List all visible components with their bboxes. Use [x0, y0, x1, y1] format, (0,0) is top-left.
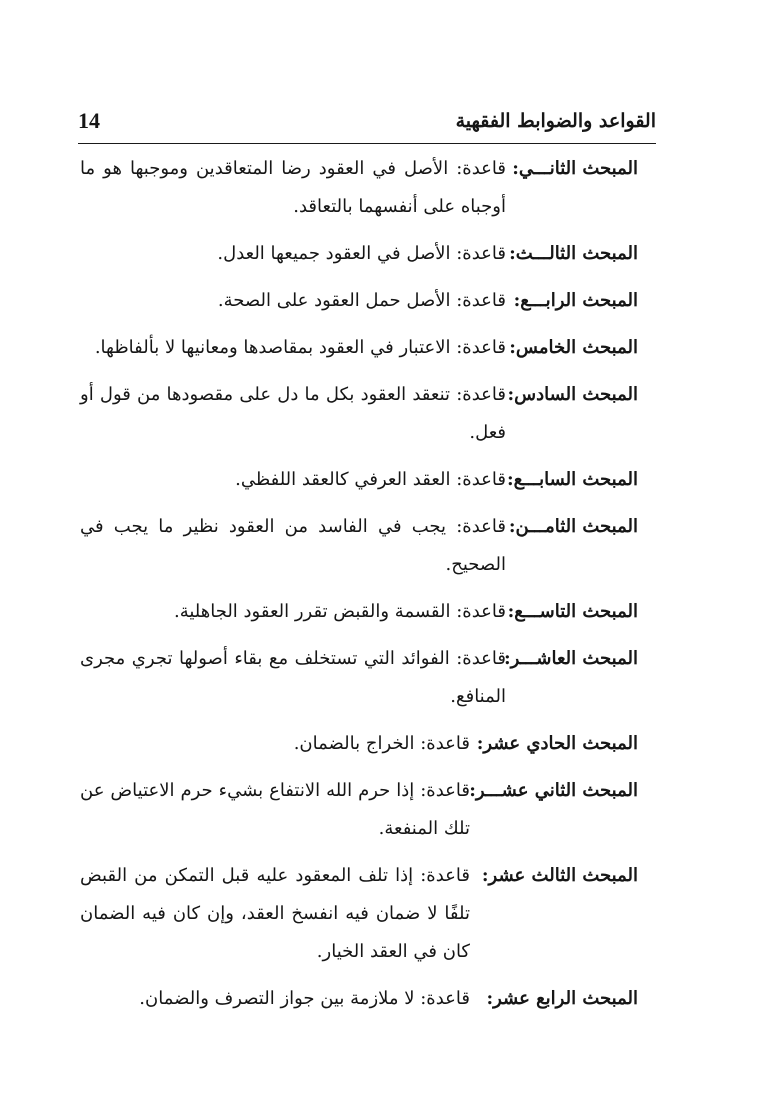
section-entry — [80, 857, 638, 971]
section-entry — [80, 235, 638, 273]
section-rule-text: قاعدة: تنعقد العقود بكل ما دل على مقصودها من قول أو فعل. — [80, 384, 506, 443]
section-label: المبحث السادس: — [507, 384, 638, 405]
page-header — [78, 104, 656, 140]
section-label: المبحث الثالث عشر: — [481, 865, 638, 886]
section-label: المبحث الرابـــع: — [513, 290, 638, 311]
section-rule-text: قاعدة: إذا تلف المعقود عليه قبل التمكن من القبض تلفًا لا ضمان فيه انفسخ العقد، وإن كان فيه الضمان كان في العقد الخيار. — [80, 865, 470, 962]
running-title: القواعد والضوابط الفقهية — [455, 110, 656, 132]
section-entry — [80, 282, 638, 320]
section-entry — [80, 150, 638, 226]
section-rule-text: قاعدة: الاعتبار في العقود بمقاصدها ومعانيها لا بألفاظها. — [94, 337, 506, 358]
section-entry — [80, 376, 638, 452]
section-rule-text: قاعدة: الخراج بالضمان. — [293, 733, 470, 754]
section-rule-text: قاعدة: يجب في الفاسد من العقود نظير ما يجب في الصحيح. — [80, 516, 506, 575]
section-label: المبحث السابـــع: — [507, 469, 638, 490]
section-entry — [80, 772, 638, 848]
section-entry — [80, 329, 638, 367]
section-entry — [80, 461, 638, 499]
section-rule-text: قاعدة: العقد العرفي كالعقد اللفظي. — [235, 469, 506, 490]
section-label: المبحث الخامس: — [509, 337, 638, 358]
section-label: المبحث التاســـع: — [507, 601, 638, 622]
page-number: 14 — [78, 108, 100, 133]
section-rule-text: قاعدة: لا ملازمة بين جواز التصرف والضمان. — [139, 988, 470, 1009]
section-rule-text: قاعدة: الفوائد التي تستخلف مع بقاء أصولها تجري مجرى المنافع. — [80, 648, 506, 707]
section-label: المبحث الرابع عشر: — [486, 988, 638, 1009]
section-rule-text: قاعدة: الأصل حمل العقود على الصحة. — [217, 290, 506, 311]
section-label: المبحث الحادي عشر: — [476, 733, 638, 754]
section-label: المبحث الثامـــن: — [508, 516, 638, 537]
section-label: المبحث الثالـــث: — [509, 243, 638, 264]
section-rule-text: قاعدة: الأصل في العقود جميعها العدل. — [217, 243, 506, 264]
header-divider — [78, 143, 656, 144]
section-label: المبحث الثانـــي: — [512, 158, 638, 179]
section-entry — [80, 640, 638, 716]
section-rule-text: قاعدة: إذا حرم الله الانتفاع بشيء حرم الاعتياض عن تلك المنفعة. — [80, 780, 470, 839]
section-rule-text: قاعدة: الأصل في العقود رضا المتعاقدين وموجبها هو ما أوجباه على أنفسهما بالتعاقد. — [80, 158, 506, 217]
section-label: المبحث العاشـــر: — [503, 648, 638, 669]
section-rule-text: قاعدة: القسمة والقبض تقرر العقود الجاهلية. — [173, 601, 506, 622]
section-entry — [80, 593, 638, 631]
section-label: المبحث الثاني عشـــر: — [469, 780, 638, 801]
section-list — [80, 150, 638, 1027]
section-entry — [80, 725, 638, 763]
section-entry — [80, 508, 638, 584]
section-entry — [80, 980, 638, 1018]
